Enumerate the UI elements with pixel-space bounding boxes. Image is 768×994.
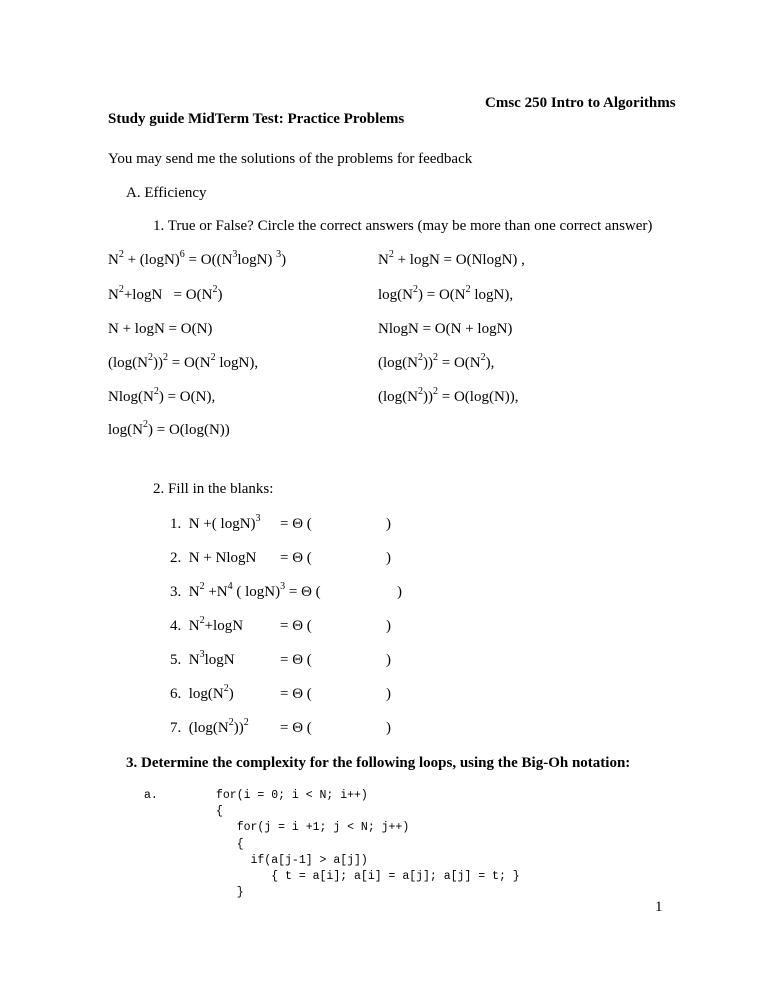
question-1-prompt: 1. True or False? Circle the correct answers (may be more than one correct answer) — [153, 218, 653, 234]
tf-item-4: $\log(N^2) = O(N^2$ logN), — [378, 284, 514, 303]
blank-item-2: 2. N + NlogN — [170, 550, 257, 566]
code-line: { — [216, 838, 244, 851]
course-title: Cmsc 250 Intro to Algorithms — [485, 95, 676, 111]
page-title: Study guide MidTerm Test: Practice Problems — [108, 111, 405, 127]
blank-item-3: 3. $N^2 +N^4$ ( logN)$^3$ = Θ ( — [170, 581, 321, 600]
code-line: } — [216, 886, 244, 899]
close-paren: ) — [386, 618, 391, 634]
tf-item-2: $N^2 + \log N = O(NlogN)$ , — [378, 249, 525, 268]
tf-item-1: $N^2 + (\log N)^6 = O((N^3\log N)$ $^3$) — [108, 249, 287, 268]
tf-item-9: $Nlog(N^2) = O(N)$, — [108, 386, 216, 405]
code-line: { — [216, 805, 223, 818]
question-3-prompt: 3. Determine the complexity for the following loops, using the Big-Oh notation: — [126, 755, 631, 771]
tf-item-6: NlogN = O(N + logN) — [378, 321, 513, 337]
blank-item-6: 6. $\log(N^2)$ — [170, 683, 234, 702]
tf-item-5: N + logN = O(N) — [108, 321, 213, 337]
part-label-a: a. — [144, 789, 158, 802]
code-line: if(a[j-1] > a[j]) — [216, 854, 368, 867]
close-paren: ) — [386, 550, 391, 566]
theta-prefix: = Θ ( — [280, 516, 312, 532]
close-paren: ) — [386, 686, 391, 702]
close-paren: ) — [386, 652, 391, 668]
theta-prefix: = Θ ( — [280, 720, 312, 736]
blank-item-1: 1. N +( logN)$^3$ — [170, 513, 261, 532]
close-paren: ) — [386, 720, 391, 736]
code-line: for(j = i +1; j < N; j++) — [216, 821, 410, 834]
theta-prefix: = Θ ( — [280, 618, 312, 634]
theta-prefix: = Θ ( — [280, 550, 312, 566]
theta-prefix: = Θ ( — [280, 652, 312, 668]
blank-item-7: 7. $(\log(N^2))^2$ — [170, 717, 249, 736]
tf-item-8: $(\log(N^2))^2 = O(N^2)$, — [378, 352, 495, 371]
tf-item-11: $\log(N^2) = O(\log(N))$ — [108, 419, 230, 438]
tf-item-10: $(\log(N^2))^2 = O(\log(N))$, — [378, 386, 519, 405]
blank-item-5: 5. $N^3\log N$ — [170, 649, 235, 668]
section-heading-efficiency: A. Efficiency — [126, 185, 207, 201]
page-number: 1 — [655, 899, 663, 915]
blank-item-4: 4. $N^2+\log N$ — [170, 615, 244, 634]
instructions-note: You may send me the solutions of the problems for feedback — [108, 151, 473, 167]
question-2-prompt: 2. Fill in the blanks: — [153, 481, 274, 497]
theta-prefix: = Θ ( — [280, 686, 312, 702]
close-paren: ) — [397, 584, 402, 600]
tf-item-3: $N^2+\log N = O(N^2)$ — [108, 284, 223, 303]
code-line: for(i = 0; i < N; i++) — [216, 789, 368, 802]
tf-item-7: $(\log(N^2))^2 = O(N^2$ logN), — [108, 352, 259, 371]
close-paren: ) — [386, 516, 391, 532]
code-line: { t = a[i]; a[i] = a[j]; a[j] = t; } — [216, 870, 520, 883]
